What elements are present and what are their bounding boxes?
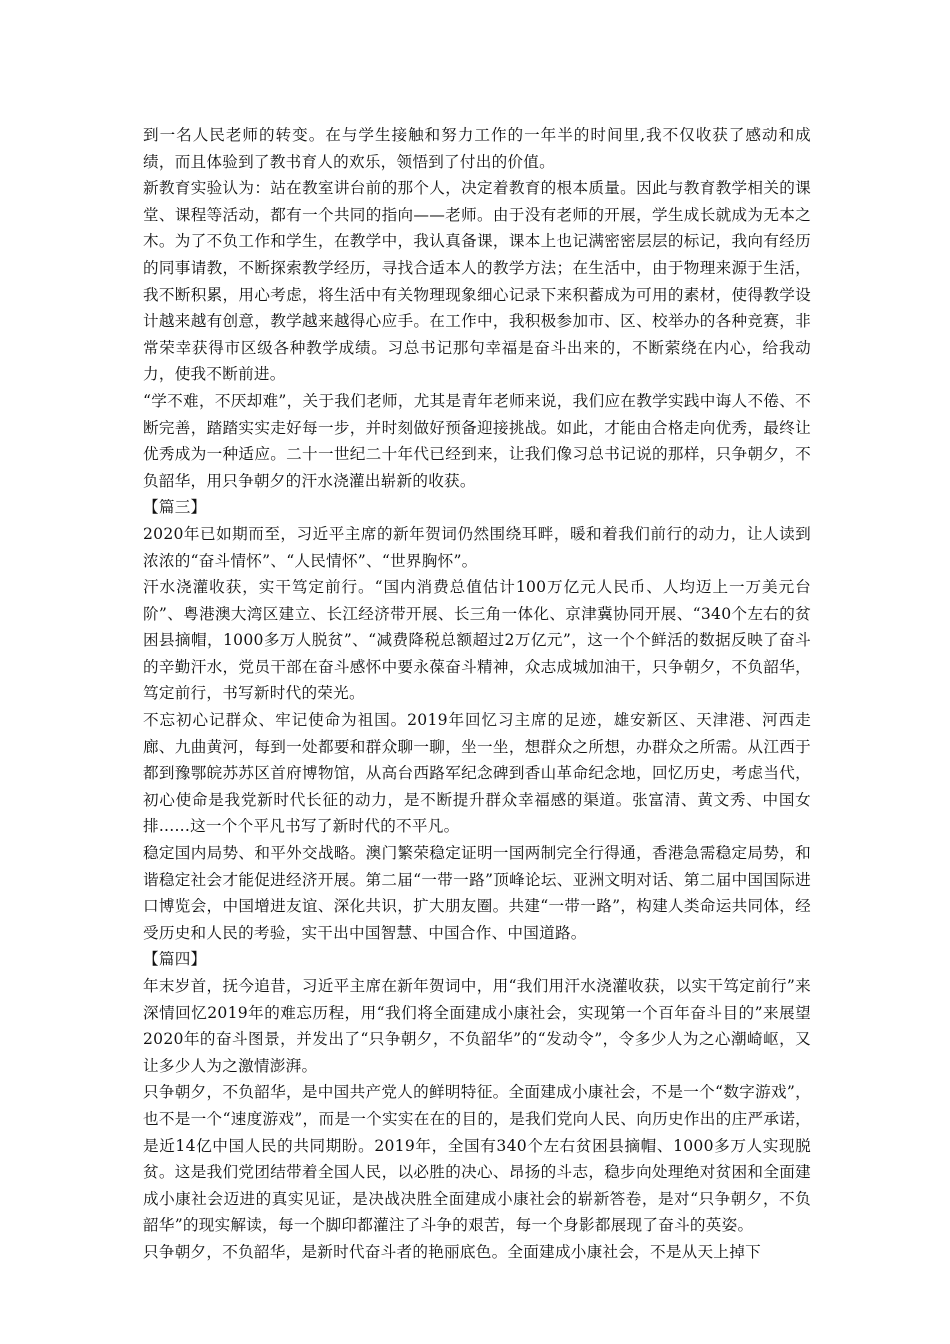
paragraph-original-aspiration: 不忘初心记群众、牢记使命为祖国。2019年回忆习主席的足迹，雄安新区、天津港、河西走廊、九曲黄河，每到一处都要和群众聊一聊，坐一坐，想群众之所想，办群众之所需。从江西于都到豫鄂皖苏苏区首府博物馆，从高台西路军纪念碑到香山革命纪念地，回忆历史，考虑当代，初心使命是我党新时代长征的动力，是不断提升群众幸福感的渠道。张富清、黄文秀、中国女排......这一个个平凡书写了新时代的不平凡。 xyxy=(143,711,811,836)
paragraph-sweat-harvest: 汗水浇灌收获，实干笃定前行。“国内消费总值估计100万亿元人民币、人均迈上一万美元台阶”、粤港澳大湾区建立、长江经济带开展、长三角一体化、京津冀协同开展、“340个左右的贫困县摘帽，1000多万人脱贫”、“减费降税总额超过2万亿元”，这一个个鲜活的数据反映了奋斗的辛勤汗水，党员干部在奋斗感怀中要永葆奋斗精神，众志成城加油干，只争朝夕，不负韶华，笃定前行，书写新时代的荣光。 xyxy=(143,578,811,703)
paragraph-new-era-strivers: 只争朝夕，不负韶华，是新时代奋斗者的艳丽底色。全面建成小康社会，不是从天上掉下 xyxy=(143,1242,761,1261)
paragraph-new-education-experiment: 新教育实验认为：站在教室讲台前的那个人，决定着教育的根本质量。因此与教育教学相关的课堂、课程等活动，都有一个共同的指向——老师。由于没有老师的开展，学生成长就成为无本之木。为了不负工作和学生，在教学中，我认真备课，课本上也记满密密层层的标记，我向有经历的同事请教，不断探索教学经历，寻找合适本人的教学方法；在生活中，由于物理来源于生活，我不断积累，用心考虑，将生活中有关物理现象细心记录下来积蓄成为可用的素材，使得教学设计越来越有创意，教学越来越得心应手。在工作中，我积极参加市、区、校举办的各种竞赛，非常荣幸获得市区级各种教学成绩。习总书记那句幸福是奋斗出来的，不断萦绕在内心，给我动力，使我不断前进。 xyxy=(143,179,811,384)
paragraph-party-characteristics: 只争朝夕，不负韶华，是中国共产党人的鲜明特征。全面建成小康社会，不是一个“数字游戏”，也不是一个“速度游戏”，而是一个实实在在的目的，是我们党向人民、向历史作出的庄严承诺，是近14亿中国人民的共同期盼。2019年，全国有340个左右贫困县摘帽、1000多万人实现脱贫。这是我们党团结带着全国人民，以必胜的决心、昂扬的斗志，稳步向处理绝对贫困和全面建成小康社会迈进的真实见证，是决战决胜全面建成小康社会的崭新答卷，是对“只争朝夕，不负韶华”的现实解读，每一个脚印都灌注了斗争的艰苦，每一个身影都展现了奋斗的英姿。 xyxy=(143,1083,811,1235)
document-page xyxy=(143,122,811,1266)
section-title-part-four: 【篇四】 xyxy=(143,950,207,969)
paragraph-2020-new-year: 2020年已如期而至，习近平主席的新年贺词仍然围绕耳畔，暖和着我们前行的动力，让人读到浓浓的“奋斗情怀”、“人民情怀”、“世界胸怀”。 xyxy=(143,524,811,570)
paragraph-learning-not-difficult: “学不难，不厌却难”，关于我们老师，尤其是青年老师来说，我们应在教学实践中诲人不倦、不断完善，踏踏实实走好每一步，并时刻做好预备迎接挑战。如此，才能由合格走向优秀，最终让优秀成为一种适应。二十一世纪二十年代已经到来，让我们像习总书记说的那样，只争朝夕，不负韶华，用只争朝夕的汗水浇灌出崭新的收获。 xyxy=(143,391,811,490)
section-title-part-three: 【篇三】 xyxy=(143,498,207,517)
paragraph-year-end-review: 年末岁首，抚今追昔，习近平主席在新年贺词中，用“我们用汗水浇灌收获，以实干笃定前行”来深情回忆2019年的难忘历程，用“我们将全面建成小康社会，实现第一个百年奋斗目的”来展望2020年的奋斗图景，并发出了“只争朝夕，不负韶华”的“发动令”，令多少人为之心潮崎岖，又让多少人为之激情澎湃。 xyxy=(143,977,811,1075)
paragraph-teacher-transition: 到一名人民老师的转变。在与学生接触和努力工作的一年半的时间里,我不仅收获了感动和成绩，而且体验到了教书育人的欢乐，领悟到了付出的价值。 xyxy=(143,126,811,171)
paragraph-stability-diplomacy: 稳定国内局势、和平外交战略。澳门繁荣稳定证明一国两制完全行得通，香港急需稳定局势，和谐稳定社会才能促进经济开展。第二届“一带一路”顶峰论坛、亚洲文明对话、第二届中国国际进口博览会，中国增进友谊、深化共识，扩大朋友圈。共建“一带一路”，构建人类命运共同体，经受历史和人民的考验，实干出中国智慧、中国合作、中国道路。 xyxy=(143,844,811,942)
